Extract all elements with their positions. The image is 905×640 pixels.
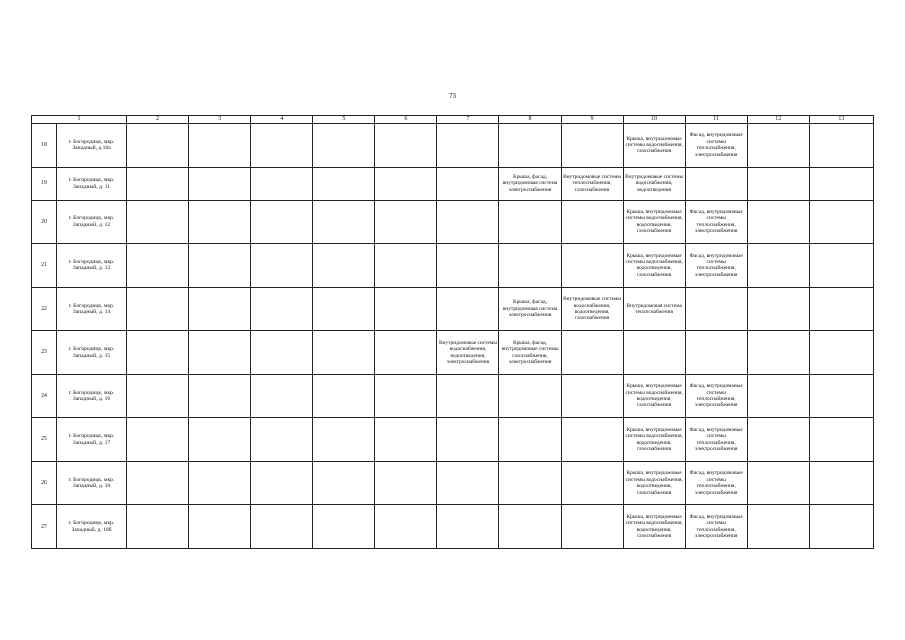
work-cell-col-13 (809, 167, 873, 200)
column-header: 11 (685, 116, 747, 124)
work-cell-col-13 (809, 374, 873, 418)
work-cell-col-6 (375, 244, 437, 288)
work-cell-col-8 (499, 287, 561, 331)
work-cell-col-4 (251, 418, 313, 462)
work-cell-col-3 (189, 418, 251, 462)
cell-text: Крыша, фасад, внутридомовая система электроснабжения (502, 299, 558, 319)
work-cell-col-3 (189, 331, 251, 375)
work-cell-col-4 (251, 461, 313, 505)
work-cell-col-9 (561, 505, 623, 549)
work-cell-col-8 (499, 244, 561, 288)
work-cell-col-10 (623, 331, 685, 375)
address-cell (57, 374, 127, 418)
work-cell-col-2 (127, 505, 189, 549)
cell-text: Крыша, внутридомовые системы водоснабжения, водоотведения, газоснабжения (625, 470, 683, 496)
work-cell-col-10 (623, 244, 685, 288)
work-cell-col-5 (313, 418, 375, 462)
work-cell-col-13 (809, 200, 873, 244)
cell-text: Фасад, внутридомовые системы теплоснабжения, электроснабжения (689, 209, 743, 235)
work-cell-col-10 (623, 200, 685, 244)
cell-text: г. Богородицк, мкр. Западный, д. 11 (68, 177, 115, 190)
column-header: 7 (437, 116, 499, 124)
work-cell-col-8 (499, 505, 561, 549)
row-number (32, 331, 57, 375)
work-cell-col-13 (809, 244, 873, 288)
work-cell-col-11 (685, 244, 747, 288)
column-header: 1 (32, 116, 127, 124)
table-row (32, 461, 874, 505)
work-cell-col-7 (437, 461, 499, 505)
work-cell-col-11 (685, 418, 747, 462)
cell-text: Внутридомовые системы водоснабжения, водоотведения (625, 173, 684, 193)
cell-text: Внутридомовые системы водоснабжения, водоотведения, газоснабжения (563, 296, 622, 322)
work-cell-col-12 (747, 505, 809, 549)
work-cell-col-5 (313, 505, 375, 549)
address-cell (57, 244, 127, 288)
column-header: 5 (313, 116, 375, 124)
work-cell-col-2 (127, 331, 189, 375)
row-number (32, 124, 57, 168)
work-cell-col-3 (189, 200, 251, 244)
cell-text: Крыша, внутридомовые системы водоснабжения, водоотведения, газоснабжения (625, 383, 683, 409)
address-cell (57, 331, 127, 375)
work-cell-col-11 (685, 200, 747, 244)
work-cell-col-12 (747, 244, 809, 288)
repair-schedule-table (31, 115, 874, 549)
work-cell-col-7 (437, 374, 499, 418)
work-cell-col-3 (189, 461, 251, 505)
address-cell (57, 167, 127, 200)
work-cell-col-10 (623, 374, 685, 418)
row-number (32, 505, 57, 549)
cell-text: 26 (41, 479, 47, 486)
address-cell (57, 461, 127, 505)
work-cell-col-2 (127, 374, 189, 418)
work-cell-col-11 (685, 461, 747, 505)
work-cell-col-13 (809, 505, 873, 549)
work-cell-col-5 (313, 124, 375, 168)
cell-text: Крыша, фасад, внутридомовая система электроснабжения (502, 173, 558, 193)
work-cell-col-2 (127, 461, 189, 505)
work-cell-col-5 (313, 461, 375, 505)
work-cell-col-13 (809, 461, 873, 505)
work-cell-col-12 (747, 461, 809, 505)
cell-text: Крыша, внутридомовые системы водоснабжения, водоотведения, газоснабжения (625, 426, 683, 453)
work-cell-col-3 (189, 374, 251, 418)
work-cell-col-2 (127, 200, 189, 244)
work-cell-col-2 (127, 244, 189, 288)
cell-text: Фасад, внутридомовые системы теплоснабжения, электроснабжения (689, 252, 743, 278)
work-cell-col-8 (499, 331, 561, 375)
work-cell-col-4 (251, 200, 313, 244)
cell-text: Фасад, внутридомовые системы теплоснабжения, электроснабжения (689, 426, 743, 453)
work-cell-col-3 (189, 287, 251, 331)
work-cell-col-11 (685, 505, 747, 549)
table-row (32, 374, 874, 418)
work-cell-col-7 (437, 331, 499, 375)
column-header: 3 (189, 116, 251, 124)
work-cell-col-11 (685, 287, 747, 331)
work-cell-col-7 (437, 418, 499, 462)
work-cell-col-5 (313, 374, 375, 418)
work-cell-col-5 (313, 167, 375, 200)
work-cell-col-3 (189, 124, 251, 168)
table-row (32, 244, 874, 288)
work-cell-col-5 (313, 287, 375, 331)
address-cell (57, 287, 127, 331)
work-cell-col-4 (251, 505, 313, 549)
cell-text: г. Богородицк, мкр. Западный, д. 16 (68, 389, 115, 403)
work-cell-col-3 (189, 244, 251, 288)
work-cell-col-4 (251, 244, 313, 288)
work-cell-col-11 (685, 167, 747, 200)
work-cell-col-10 (623, 167, 685, 200)
cell-text: Крыша, внутридомовые системы водоснабжения, водоотведения, газоснабжения (625, 209, 683, 235)
work-cell-col-13 (809, 287, 873, 331)
work-cell-col-7 (437, 505, 499, 549)
work-cell-col-4 (251, 374, 313, 418)
cell-text: г. Богородицк, мкр. Западный, д. 12 (68, 215, 115, 228)
cell-text: 19 (41, 180, 47, 187)
work-cell-col-12 (747, 287, 809, 331)
work-cell-col-8 (499, 200, 561, 244)
cell-text: Крыша, внутридомовые системы водоснабжения, водоотведения, газоснабжения (625, 513, 683, 540)
column-header: 9 (561, 116, 623, 124)
work-cell-col-11 (685, 374, 747, 418)
cell-text: Крыша, внутридомовые системы водоснабжения, газоснабжения (625, 135, 683, 155)
address-cell (57, 505, 127, 549)
row-number (32, 418, 57, 462)
work-cell-col-5 (313, 331, 375, 375)
work-cell-col-13 (809, 331, 873, 375)
work-cell-col-12 (747, 374, 809, 418)
table-row (32, 167, 874, 200)
cell-text: г. Богородицк, мкр. Западный, д. 18б (68, 520, 115, 533)
cell-text: 27 (41, 523, 47, 530)
work-cell-col-8 (499, 167, 561, 200)
work-cell-col-9 (561, 167, 623, 200)
work-cell-col-6 (375, 505, 437, 549)
header-row (32, 116, 874, 124)
work-cell-col-4 (251, 124, 313, 168)
table-row (32, 287, 874, 331)
column-header: 13 (809, 116, 873, 124)
row-number (32, 461, 57, 505)
work-cell-col-6 (375, 167, 437, 200)
cell-text: 25 (41, 436, 47, 443)
work-cell-col-6 (375, 287, 437, 331)
table-row (32, 505, 874, 549)
cell-text: г. Богородицк, мкр. Западный, д. 15 (68, 346, 115, 359)
cell-text: г. Богородицк, мкр. Западный, д.10а (68, 138, 115, 152)
row-number (32, 167, 57, 200)
work-cell-col-7 (437, 244, 499, 288)
cell-text: Крыша, внутридомовые системы водоснабжения, водоотведения, газоснабжения (625, 252, 683, 278)
address-cell (57, 124, 127, 168)
column-header: 2 (127, 116, 189, 124)
cell-text: 22 (41, 305, 47, 312)
work-cell-col-8 (499, 124, 561, 168)
table-row (32, 418, 874, 462)
work-cell-col-12 (747, 200, 809, 244)
column-header: 6 (375, 116, 437, 124)
row-number (32, 244, 57, 288)
column-header: 4 (251, 116, 313, 124)
cell-text: 24 (41, 392, 47, 399)
column-header: 8 (499, 116, 561, 124)
cell-text: г. Богородицк, мкр. Западный, д. 14 (68, 302, 115, 315)
table-row (32, 124, 874, 168)
cell-text: 23 (41, 349, 47, 356)
work-cell-col-6 (375, 124, 437, 168)
work-cell-col-4 (251, 287, 313, 331)
work-cell-col-8 (499, 461, 561, 505)
table-row (32, 200, 874, 244)
work-cell-col-4 (251, 167, 313, 200)
work-cell-col-8 (499, 374, 561, 418)
cell-text: г. Богородицк, мкр. Западный, д. 18 (68, 476, 115, 490)
work-cell-col-9 (561, 418, 623, 462)
work-cell-col-7 (437, 287, 499, 331)
work-cell-col-9 (561, 124, 623, 168)
work-cell-col-7 (437, 200, 499, 244)
work-cell-col-6 (375, 331, 437, 375)
work-cell-col-10 (623, 287, 685, 331)
work-cell-col-3 (189, 167, 251, 200)
work-cell-col-6 (375, 461, 437, 505)
address-cell (57, 200, 127, 244)
work-cell-col-12 (747, 167, 809, 200)
work-cell-col-5 (313, 244, 375, 288)
work-cell-col-9 (561, 331, 623, 375)
work-cell-col-10 (623, 461, 685, 505)
work-cell-col-3 (189, 505, 251, 549)
work-cell-col-12 (747, 124, 809, 168)
work-cell-col-13 (809, 124, 873, 168)
work-cell-col-2 (127, 124, 189, 168)
work-cell-col-5 (313, 200, 375, 244)
work-cell-col-9 (561, 244, 623, 288)
work-cell-col-9 (561, 287, 623, 331)
work-cell-col-9 (561, 374, 623, 418)
cell-text: г. Богородицк, мкр. Западный, д. 17 (68, 433, 115, 446)
address-cell (57, 418, 127, 462)
row-number (32, 374, 57, 418)
cell-text: Внутридомовая система теплоснабжения (626, 302, 682, 315)
work-cell-col-9 (561, 200, 623, 244)
column-header: 10 (623, 116, 685, 124)
work-cell-col-10 (623, 418, 685, 462)
cell-text: Фасад, внутридомовые системы теплоснабжения, электроснабжения (689, 383, 743, 409)
work-cell-col-2 (127, 287, 189, 331)
work-cell-col-11 (685, 331, 747, 375)
cell-text: Внутридомовые системы теплоснабжения, газоснабжения (563, 173, 622, 193)
work-cell-col-9 (561, 461, 623, 505)
cell-text: Крыша, фасад, внутридомовые системы газоснабжения, электроснабжения (501, 339, 559, 365)
work-cell-col-10 (623, 505, 685, 549)
work-cell-col-6 (375, 200, 437, 244)
work-cell-col-12 (747, 331, 809, 375)
work-cell-col-6 (375, 374, 437, 418)
work-cell-col-8 (499, 418, 561, 462)
work-cell-col-6 (375, 418, 437, 462)
work-cell-col-4 (251, 331, 313, 375)
cell-text: 21 (41, 262, 47, 269)
cell-text: г. Богородицк, мкр. Западный, д. 13 (68, 259, 115, 272)
work-cell-col-12 (747, 418, 809, 462)
cell-text: 20 (41, 218, 47, 225)
work-cell-col-10 (623, 124, 685, 168)
cell-text: Фасад, внутридомовые системы теплоснабжения, электроснабжения (689, 470, 743, 496)
cell-text: Фасад, внутридомовые системы теплоснабжения, электроснабжения (689, 132, 743, 158)
row-number (32, 200, 57, 244)
cell-text: 18 (41, 142, 47, 149)
row-number (32, 287, 57, 331)
work-cell-col-2 (127, 167, 189, 200)
cell-text: Внутридомовые системы водоснабжения, водоотведения, электроснабжения (438, 339, 497, 365)
column-header: 12 (747, 116, 809, 124)
work-cell-col-7 (437, 124, 499, 168)
work-cell-col-13 (809, 418, 873, 462)
table-row (32, 331, 874, 375)
work-cell-col-11 (685, 124, 747, 168)
work-cell-col-2 (127, 418, 189, 462)
page-number: 73 (449, 92, 456, 100)
work-cell-col-7 (437, 167, 499, 200)
cell-text: Фасад, внутридомовые системы теплоснабжения, электроснабжения (689, 513, 743, 540)
